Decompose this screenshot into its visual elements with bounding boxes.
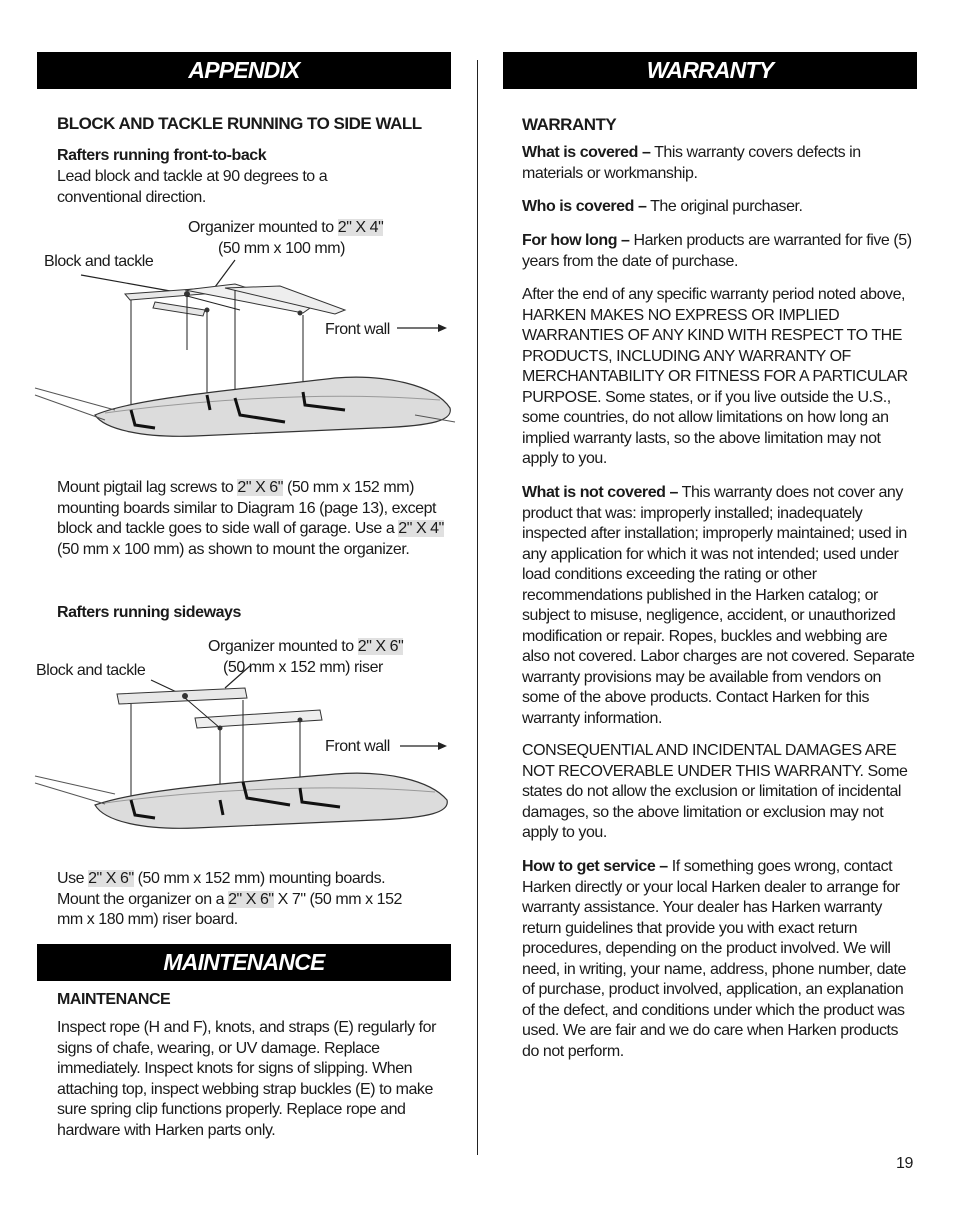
diagram1-organizer-metric: (50 mm x 100 mm): [218, 240, 346, 257]
use-highlight-1: 2" X 6": [88, 870, 134, 887]
maintenance-header: [37, 944, 451, 981]
diagram2-illustration: [35, 670, 455, 840]
appendix-header: [37, 52, 451, 89]
page-number: 19: [896, 1155, 913, 1172]
maintenance-header-text: MAINTENANCE: [163, 949, 325, 975]
warranty-header: [503, 52, 917, 89]
diagram2-organizer-size: 2" X 6": [357, 638, 404, 655]
diagram2-block-label: Block and tackle: [36, 662, 146, 679]
warranty-service: [522, 857, 916, 1062]
not-covered-label: What is not covered –: [522, 484, 678, 501]
use-text-3: X 7" (50 mm x 152 mm x 180 mm) riser board.: [57, 890, 402, 928]
front-to-back-heading: Rafters running front-to-back: [57, 147, 267, 164]
mount-text-2: (50 mm x 152 mm) mounting boards similar to Diagram 16 (page 13), except block and tackle goes to side wall of garage. Use a: [57, 479, 437, 537]
mount-text-3: (50 mm x 100 mm) as shown to mount the organizer.: [57, 540, 410, 558]
mount-text-1: Mount pigtail lag screws to: [57, 479, 238, 496]
how-long-label: For how long –: [522, 232, 630, 249]
column-divider: [477, 60, 478, 1155]
use-paragraph: [57, 869, 429, 931]
diagram2-organizer-label: [208, 637, 403, 657]
mount-highlight-2: 2" X 4": [398, 520, 444, 537]
maintenance-body: Inspect rope (H and F), knots, and straps (E) regularly for signs of chafe, wearing, or UV damage. Replace immediately. Inspect knots for signs of slipping. When attaching top, inspect webbing strap buckles (E) to make sure spring clip functions properly. Replace rope and hardware with Harken parts only.: [57, 1019, 436, 1139]
appendix-header-text: APPENDIX: [188, 57, 300, 83]
warranty-header-text: WARRANTY: [646, 57, 774, 83]
warranty-how-long: [522, 231, 916, 272]
mount-paragraph: [57, 478, 449, 560]
use-text-2: (50 mm x 152 mm) mounting boards. Mount the organizer on a: [57, 870, 386, 908]
how-long-text: Harken products are warranted for five (5) years from the date of purchase.: [522, 232, 912, 270]
who-label: Who is covered –: [522, 198, 647, 215]
diagram2-organizer-metric: (50 mm x 152 mm) riser: [223, 659, 383, 676]
not-covered-text: This warranty does not cover any product that was: improperly installed; inadequately inspected after installation; improperly maintained; used in any application for which it was not intended; used under load conditions exceeding the rating or other recommendations published in the Harken catalog; or subject to misuse, negligence, accident, or unauthorized modification or repair. Ropes, buckles and webbing are also not covered. Labor charges are not covered. Separate warranty provisions may be available from vendors on some of the above products. Contact Harken for this warranty information.: [522, 484, 915, 727]
front-to-back-body: Lead block and tackle at 90 degrees to a conventional direction.: [57, 168, 328, 206]
service-text: If something goes wrong, contact Harken directly or your local Harken dealer to arrange for warranty assistance. Your dealer has Harken warranty return guidelines that provide you with exact return procedures, depending on the product involved. We will need, in writing, your name, address, phone number, date of purchase, product involved, application, an explanation of the defect, and conditions under which the product was used. We are fair and we do care when Harken products do not perform.: [522, 858, 906, 1060]
maintenance-title: MAINTENANCE: [57, 991, 171, 1008]
warranty-who: [522, 197, 916, 218]
diagram1-organizer-label: [188, 218, 383, 238]
use-text-1: Use: [57, 870, 89, 887]
diagram1-block-label: Block and tackle: [44, 253, 154, 270]
diagram2-organizer-prefix: Organizer mounted to: [208, 638, 358, 655]
warranty-title: WARRANTY: [522, 115, 617, 134]
appendix-section-title: BLOCK AND TACKLE RUNNING TO SIDE WALL: [57, 114, 422, 133]
covered-label: What is covered –: [522, 144, 651, 161]
warranty-not-covered: [522, 483, 916, 729]
sideways-heading: Rafters running sideways: [57, 604, 241, 621]
warranty-after-paragraph: After the end of any specific warranty period noted above, HARKEN MAKES NO EXPRESS OR IMPLIED WARRANTIES OF ANY KIND WITH RESPECT TO THE PRODUCTS, INCLUDING ANY WARRANTY OF MERCHANTABILITY OR FITNESS FOR A PARTICULAR PURPOSE. Some states, or if you live outside the U.S., some countries, do not allow limitations on how long an implied warranty lasts, so the above limitation may not apply to you.: [522, 286, 908, 467]
service-label: How to get service –: [522, 858, 668, 875]
diagram2-front-wall-label: Front wall: [325, 738, 390, 755]
who-text: The original purchaser.: [646, 198, 803, 215]
warranty-consequential: CONSEQUENTIAL AND INCIDENTAL DAMAGES ARE NOT RECOVERABLE UNDER THIS WARRANTY. Some states do not allow the exclusion or limitation of incidental damages, so the above limitation or exclusion may not apply to you.: [522, 742, 908, 841]
diagram1-illustration: [35, 250, 455, 450]
warranty-covered: [522, 143, 916, 184]
use-highlight-2: 2" X 6": [228, 890, 274, 908]
covered-text: This warranty covers defects in materials or workmanship.: [522, 144, 861, 182]
mount-highlight-1: 2" X 6": [237, 479, 283, 496]
diagram1-organizer-prefix: Organizer mounted to: [188, 219, 338, 236]
diagram1-front-wall-label: Front wall: [325, 321, 390, 338]
diagram1-organizer-size: 2" X 4": [337, 219, 384, 236]
